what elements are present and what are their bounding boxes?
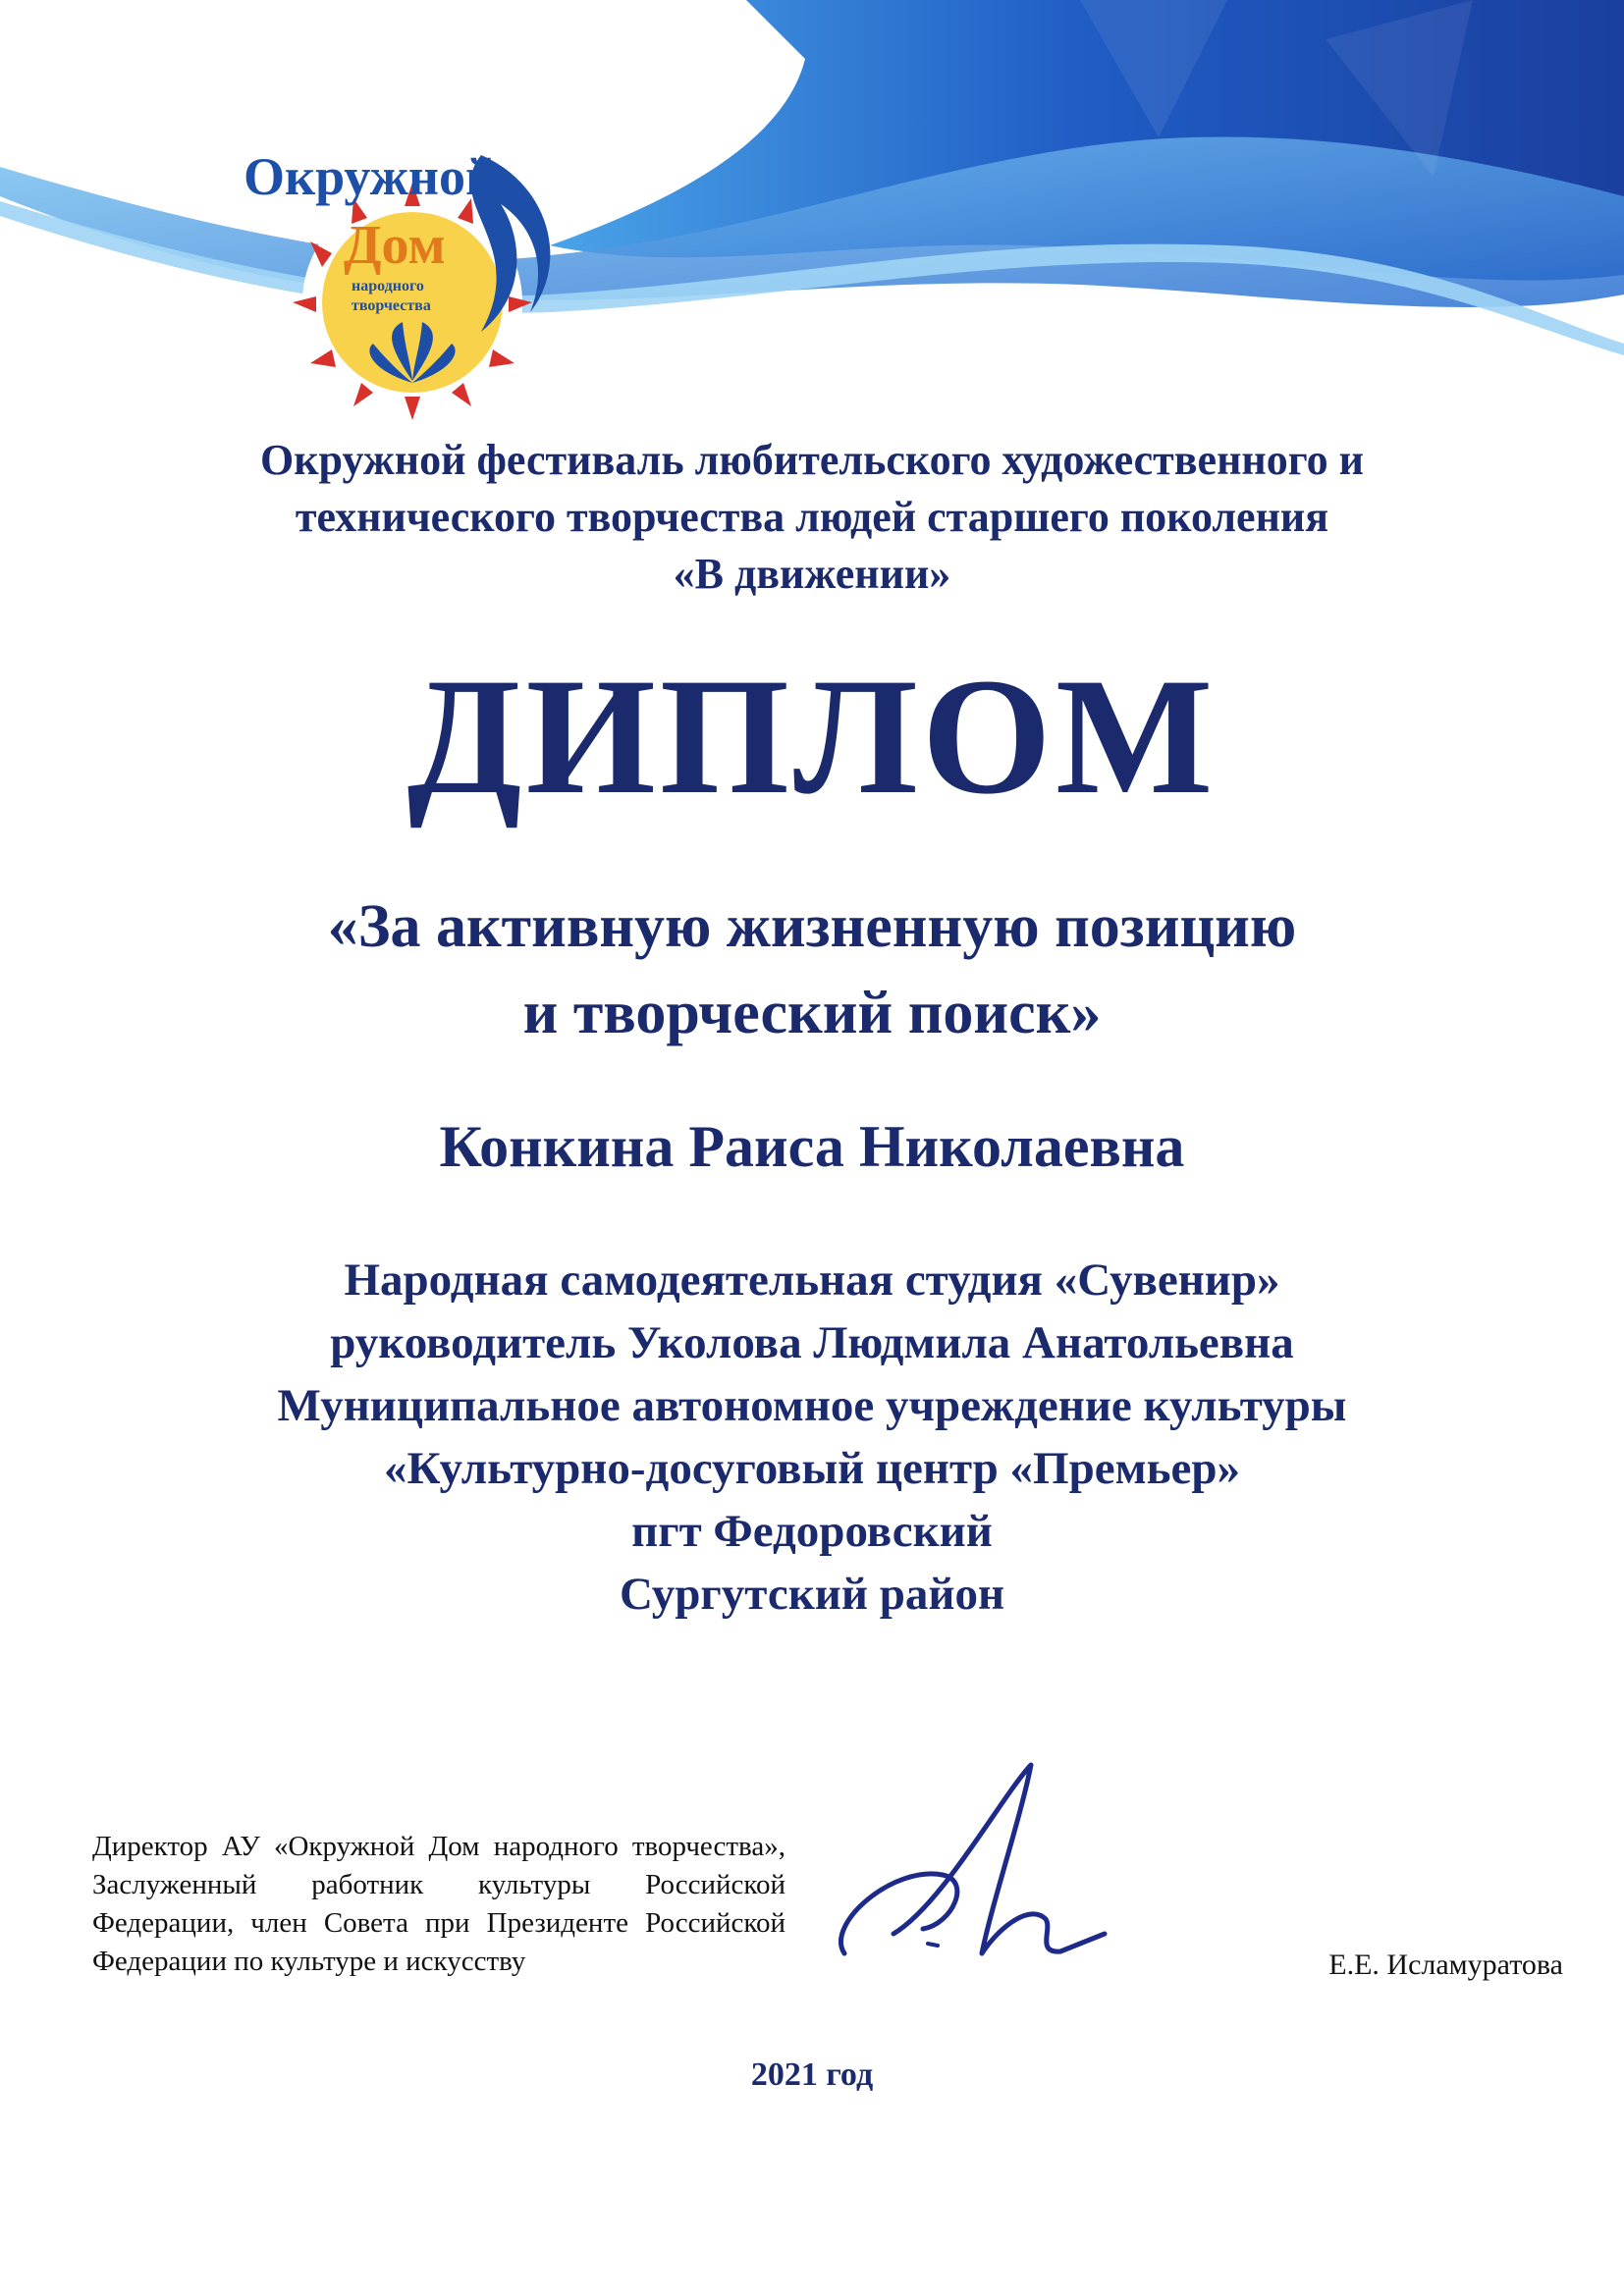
organization-block — [0, 1249, 1624, 1626]
org-line: «Культурно-досуговый центр «Премьер» — [384, 1443, 1240, 1494]
nomination — [0, 883, 1624, 1056]
signature-image — [835, 1757, 1110, 1973]
org-line: Муниципальное автономное учреждение культуры — [277, 1380, 1347, 1431]
nomination-line: и творческий поиск» — [522, 980, 1102, 1046]
festival-line: Окружной фестиваль любительского художественного и — [259, 436, 1365, 484]
org-line: Народная самодеятельная студия «Сувенир» — [344, 1255, 1280, 1306]
svg-text:народного: народного — [352, 278, 424, 294]
festival-line: «В движении» — [673, 550, 951, 598]
logo-okruzhnoy-dom — [236, 116, 589, 420]
org-line: Сургутский район — [619, 1569, 1005, 1620]
org-line: руководитель Уколова Людмила Анатольевна — [330, 1317, 1294, 1368]
nomination-line: «За активную жизненную позицию — [327, 893, 1297, 960]
recipient-name: Конкина Раиса Николаевна — [439, 1114, 1185, 1179]
org-line: пгт Федоровский — [631, 1506, 993, 1557]
festival-line: технического творчества людей старшего поколения — [295, 493, 1329, 541]
svg-text:Дом: Дом — [344, 215, 446, 276]
diploma-title: ДИПЛОМ — [406, 644, 1218, 828]
director-title: Директор АУ «Окружной Дом народного творчества», Заслуженный работник культуры Российской Федерации, член Совета при Президенте Российской Федерации по культуре и искусству — [92, 1831, 785, 1977]
festival-title — [0, 432, 1624, 603]
svg-text:творчества: творчества — [352, 297, 431, 314]
year: 2021 год — [750, 2056, 874, 2093]
svg-text:Окружной: Окружной — [244, 147, 497, 206]
signer-name: Е.Е. Исламуратова — [1328, 1949, 1563, 1981]
